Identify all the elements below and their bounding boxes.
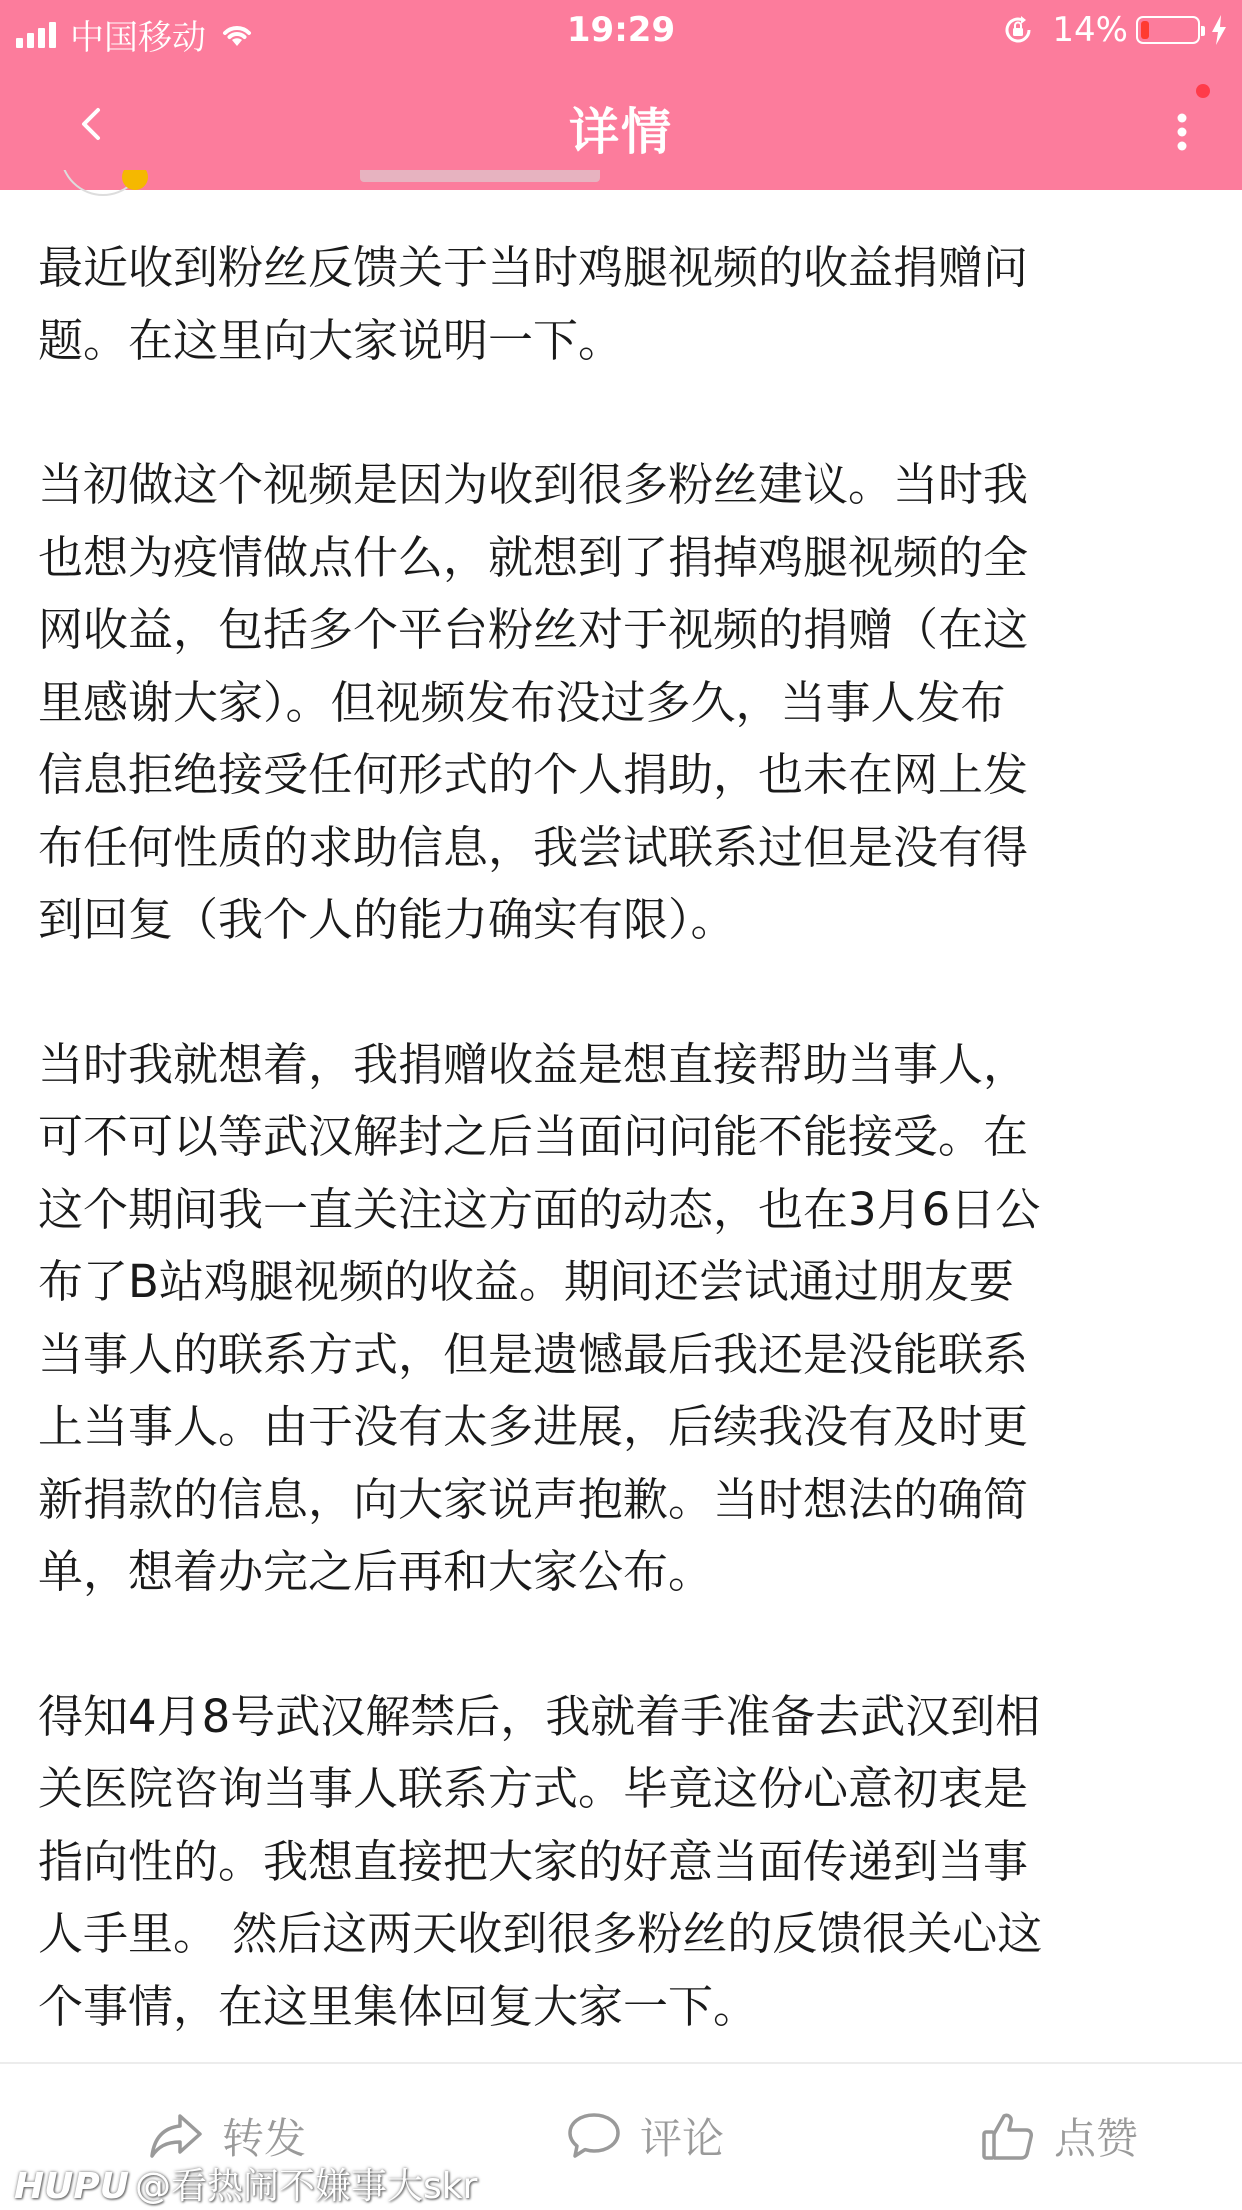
watermark-text: @看热闹不嫌事大skr [134, 2166, 478, 2207]
page-title: 详情 [569, 103, 673, 161]
author-name [360, 170, 600, 182]
like-label: 点赞 [1054, 2114, 1139, 2163]
more-vertical-icon[interactable] [1162, 102, 1202, 162]
watermark [14, 2158, 477, 2209]
comment-label: 评论 [640, 2114, 725, 2163]
article-paragraph: 当时我就想着，我捐赠收益是想直接帮助当事人， 可不可以等武汉解封之后当面问问能不能接受。在 这个期间我一直关注这方面的动态，也在3月6日公 布了B站鸡腿视频的收益。期间还尝试通过朋友要 当事人的联系方式，但是遗憾最后我还是没能联系 上当事人。由于没有太多进展，后续我没有及时更 新捐款的信息，向大家说声抱歉。当时想法的确简 单，想着办完之后再和大家公布。 [38, 1037, 1041, 1598]
share-button[interactable] [148, 2106, 306, 2166]
article-paragraph: 最近收到粉丝反馈关于当时鸡腿视频的收益捐赠问 题。在这里向大家说明一下。 [38, 241, 1029, 367]
comment-icon [566, 2110, 622, 2162]
top-bar [0, 0, 1242, 190]
like-button[interactable] [980, 2106, 1138, 2166]
watermark-logo: HUPU [14, 2166, 129, 2207]
comment-button[interactable] [566, 2106, 724, 2166]
article-paragraph: 得知4月8号武汉解禁后，我就着手准备去武汉到相 关医院咨询当事人联系方式。毕竟这份心意初衷是 指向性的。我想直接把大家的好意当面传递到当事 人手里。 然后这两天收到很多粉丝的反馈很关心这 个事情，在这里集体回复大家一下。 [38, 1689, 1043, 2033]
carrier-name: 中国移动 [70, 18, 206, 58]
article-body [38, 232, 1208, 2043]
charging-bolt-icon [1210, 15, 1228, 45]
verified-badge-icon [122, 170, 148, 190]
battery-level [1141, 21, 1149, 39]
author-row-peek [60, 170, 660, 198]
status-bar [0, 0, 1242, 62]
thumbs-up-icon [980, 2110, 1036, 2162]
share-label: 转发 [222, 2114, 307, 2163]
article-paragraph: 当初做这个视频是因为收到很多粉丝建议。当时我 也想为疫情做点什么，就想到了捐掉鸡腿视频的全 网收益，包括多个平台粉丝对于视频的捐赠（在这 里感谢大家）。但视频发布没过多久，当事人发布 信息拒绝接受任何形式的个人捐助，也未在网上发 布任何性质的求助信息，我尝试联系过但是没有得 到回复（我个人的能力确实有限）。 [38, 458, 1029, 946]
battery-percent: 14% [1052, 10, 1128, 50]
rotation-lock-icon [1002, 14, 1034, 46]
battery-icon [1136, 16, 1200, 44]
clock: 19:29 [566, 10, 676, 50]
notification-dot [1196, 84, 1210, 98]
share-icon [148, 2110, 204, 2162]
